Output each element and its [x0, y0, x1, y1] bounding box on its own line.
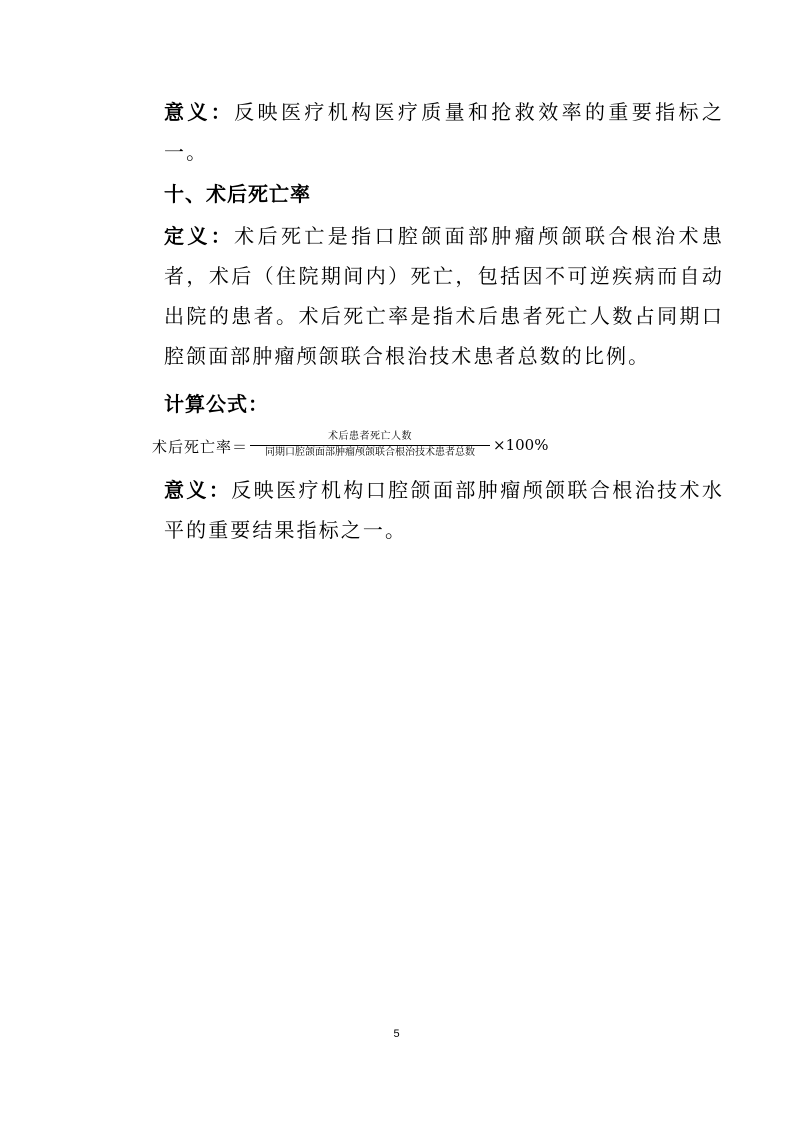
section-heading: 十、术后死亡率 — [164, 182, 311, 206]
formula-denominator: 同期口腔颌面部肿瘤颅颌联合根治技术患者总数 — [265, 447, 475, 458]
significance-label-2: 意义： — [164, 478, 232, 502]
formula-numerator: 术后患者死亡人数 — [328, 431, 412, 442]
significance-text: 反映医疗机构医疗质量和抢救效率的重要指标之一。 — [164, 100, 724, 164]
significance-text-2: 反映医疗机构口腔颌面部肿瘤颅颌联合根治技术水平的重要结果指标之一。 — [164, 478, 724, 542]
definition-paragraph — [118, 216, 724, 376]
definition-label: 定义： — [164, 224, 235, 248]
definition-text: 术后死亡是指口腔颌面部肿瘤颅颌联合根治术患者，术后（住院期间内）死亡，包括因不可逆疾病而自动出院的患者。术后死亡率是指术后患者死亡人数占同期口腔颌面部肿瘤颅颌联合根治技术患者总数的比例。 — [164, 224, 724, 368]
significance-paragraph-1 — [118, 92, 724, 172]
formula-lhs: 术后死亡率＝ — [152, 438, 249, 456]
formula-fraction — [250, 430, 490, 460]
significance-paragraph-2 — [118, 470, 724, 550]
page-number: 5 — [393, 1028, 400, 1040]
formula — [152, 430, 652, 470]
significance-label: 意义： — [164, 100, 235, 124]
formula-heading: 计算公式： — [164, 392, 269, 416]
formula-rhs: ×100% — [493, 436, 549, 454]
